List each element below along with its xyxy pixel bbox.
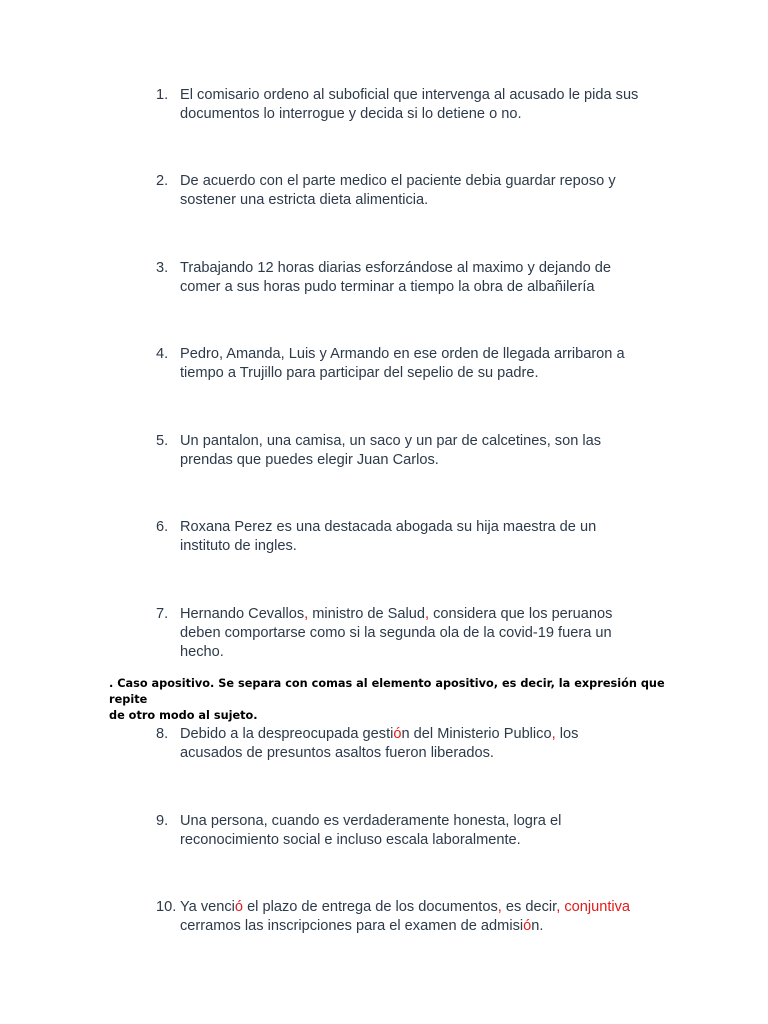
- item-number: 8.: [156, 726, 169, 742]
- text-segment: cerramos las inscripciones para el examen de admisi: [180, 918, 524, 934]
- item-text: Una persona, cuando es verdaderamente honesta, logra el reconocimiento social e incluso escala laboralmente.: [180, 813, 562, 848]
- item-number: 6.: [156, 519, 169, 535]
- text-segment: Hernando Cevallos: [180, 606, 305, 622]
- list-item-5: [156, 432, 676, 470]
- text-segment: es decir: [501, 899, 557, 915]
- item-number: 1.: [156, 87, 169, 103]
- list-item-1: [156, 86, 676, 124]
- list-item-3: [156, 259, 676, 297]
- list-item-9: [156, 812, 676, 850]
- item-text: [180, 725, 676, 763]
- highlighted-accent: ó: [234, 899, 244, 915]
- list-item-2: [156, 172, 676, 210]
- item-text: El comisario ordeno al suboficial que intervenga al acusado le pida sus documentos lo interrogue y decida si lo detiene o no.: [180, 87, 639, 122]
- text-segment: n del Ministerio Publico: [401, 726, 552, 742]
- item-text: [180, 605, 676, 662]
- text-segment: considera que los peruanos deben comportarse como si la segunda ola de la covid-19 fuera un hecho.: [180, 606, 613, 660]
- highlighted-comma: ,: [304, 606, 309, 622]
- item-text: Un pantalon, una camisa, un saco y un par de calcetines, son las prendas que puedes elegir Juan Carlos.: [180, 433, 602, 468]
- apositive-case-note: [109, 676, 669, 724]
- text-segment: los acusados de presuntos asaltos fueron liberados.: [180, 726, 579, 761]
- text-segment: ministro de Salud: [308, 606, 425, 622]
- highlighted-comma: ,: [551, 726, 556, 742]
- list-item-10: [156, 898, 676, 936]
- list-item-7: [156, 605, 676, 662]
- highlighted-accent: ó: [393, 726, 402, 742]
- highlighted-comma: ,: [556, 899, 561, 915]
- item-text: Roxana Perez es una destacada abogada su hija maestra de un instituto de ingles.: [180, 519, 597, 554]
- item-number: 2.: [156, 173, 169, 189]
- item-number: 7.: [156, 606, 169, 622]
- item-number: 4.: [156, 346, 169, 362]
- item-number: 3.: [156, 260, 169, 276]
- list-item-4: [156, 345, 676, 383]
- item-text: [180, 898, 676, 936]
- item-number: 5.: [156, 433, 169, 449]
- highlighted-comma: ,: [497, 899, 502, 915]
- highlighted-accent: ó: [523, 918, 532, 934]
- text-segment: Ya venci: [180, 899, 235, 915]
- item-text: Pedro, Amanda, Luis y Armando en ese orden de llegada arribaron a tiempo a Trujillo para participar del sepelio de su padre.: [180, 346, 625, 381]
- text-segment: el plazo de entrega de los documentos: [243, 899, 498, 915]
- highlighted-comma: ,: [425, 606, 430, 622]
- item-text: Trabajando 12 horas diarias esforzándose al maximo y dejando de comer a sus horas pudo terminar a tiempo la obra de albañilería: [180, 260, 612, 295]
- highlighted-word: conjuntiva: [564, 899, 631, 915]
- item-text: De acuerdo con el parte medico el paciente debia guardar reposo y sostener una estricta dieta alimenticia.: [180, 173, 616, 208]
- text-segment: Debido a la despreocupada gesti: [180, 726, 394, 742]
- text-segment: n.: [531, 918, 544, 934]
- item-number: 9.: [156, 813, 169, 829]
- note-line-2: de otro modo al sujeto.: [109, 709, 258, 722]
- note-line-1: . Caso apositivo. Se separa con comas al elemento apositivo, es decir, la expresión que repite: [109, 677, 665, 706]
- item-number: 10.: [156, 899, 177, 915]
- list-item-6: [156, 518, 676, 556]
- list-item-8: [156, 725, 676, 763]
